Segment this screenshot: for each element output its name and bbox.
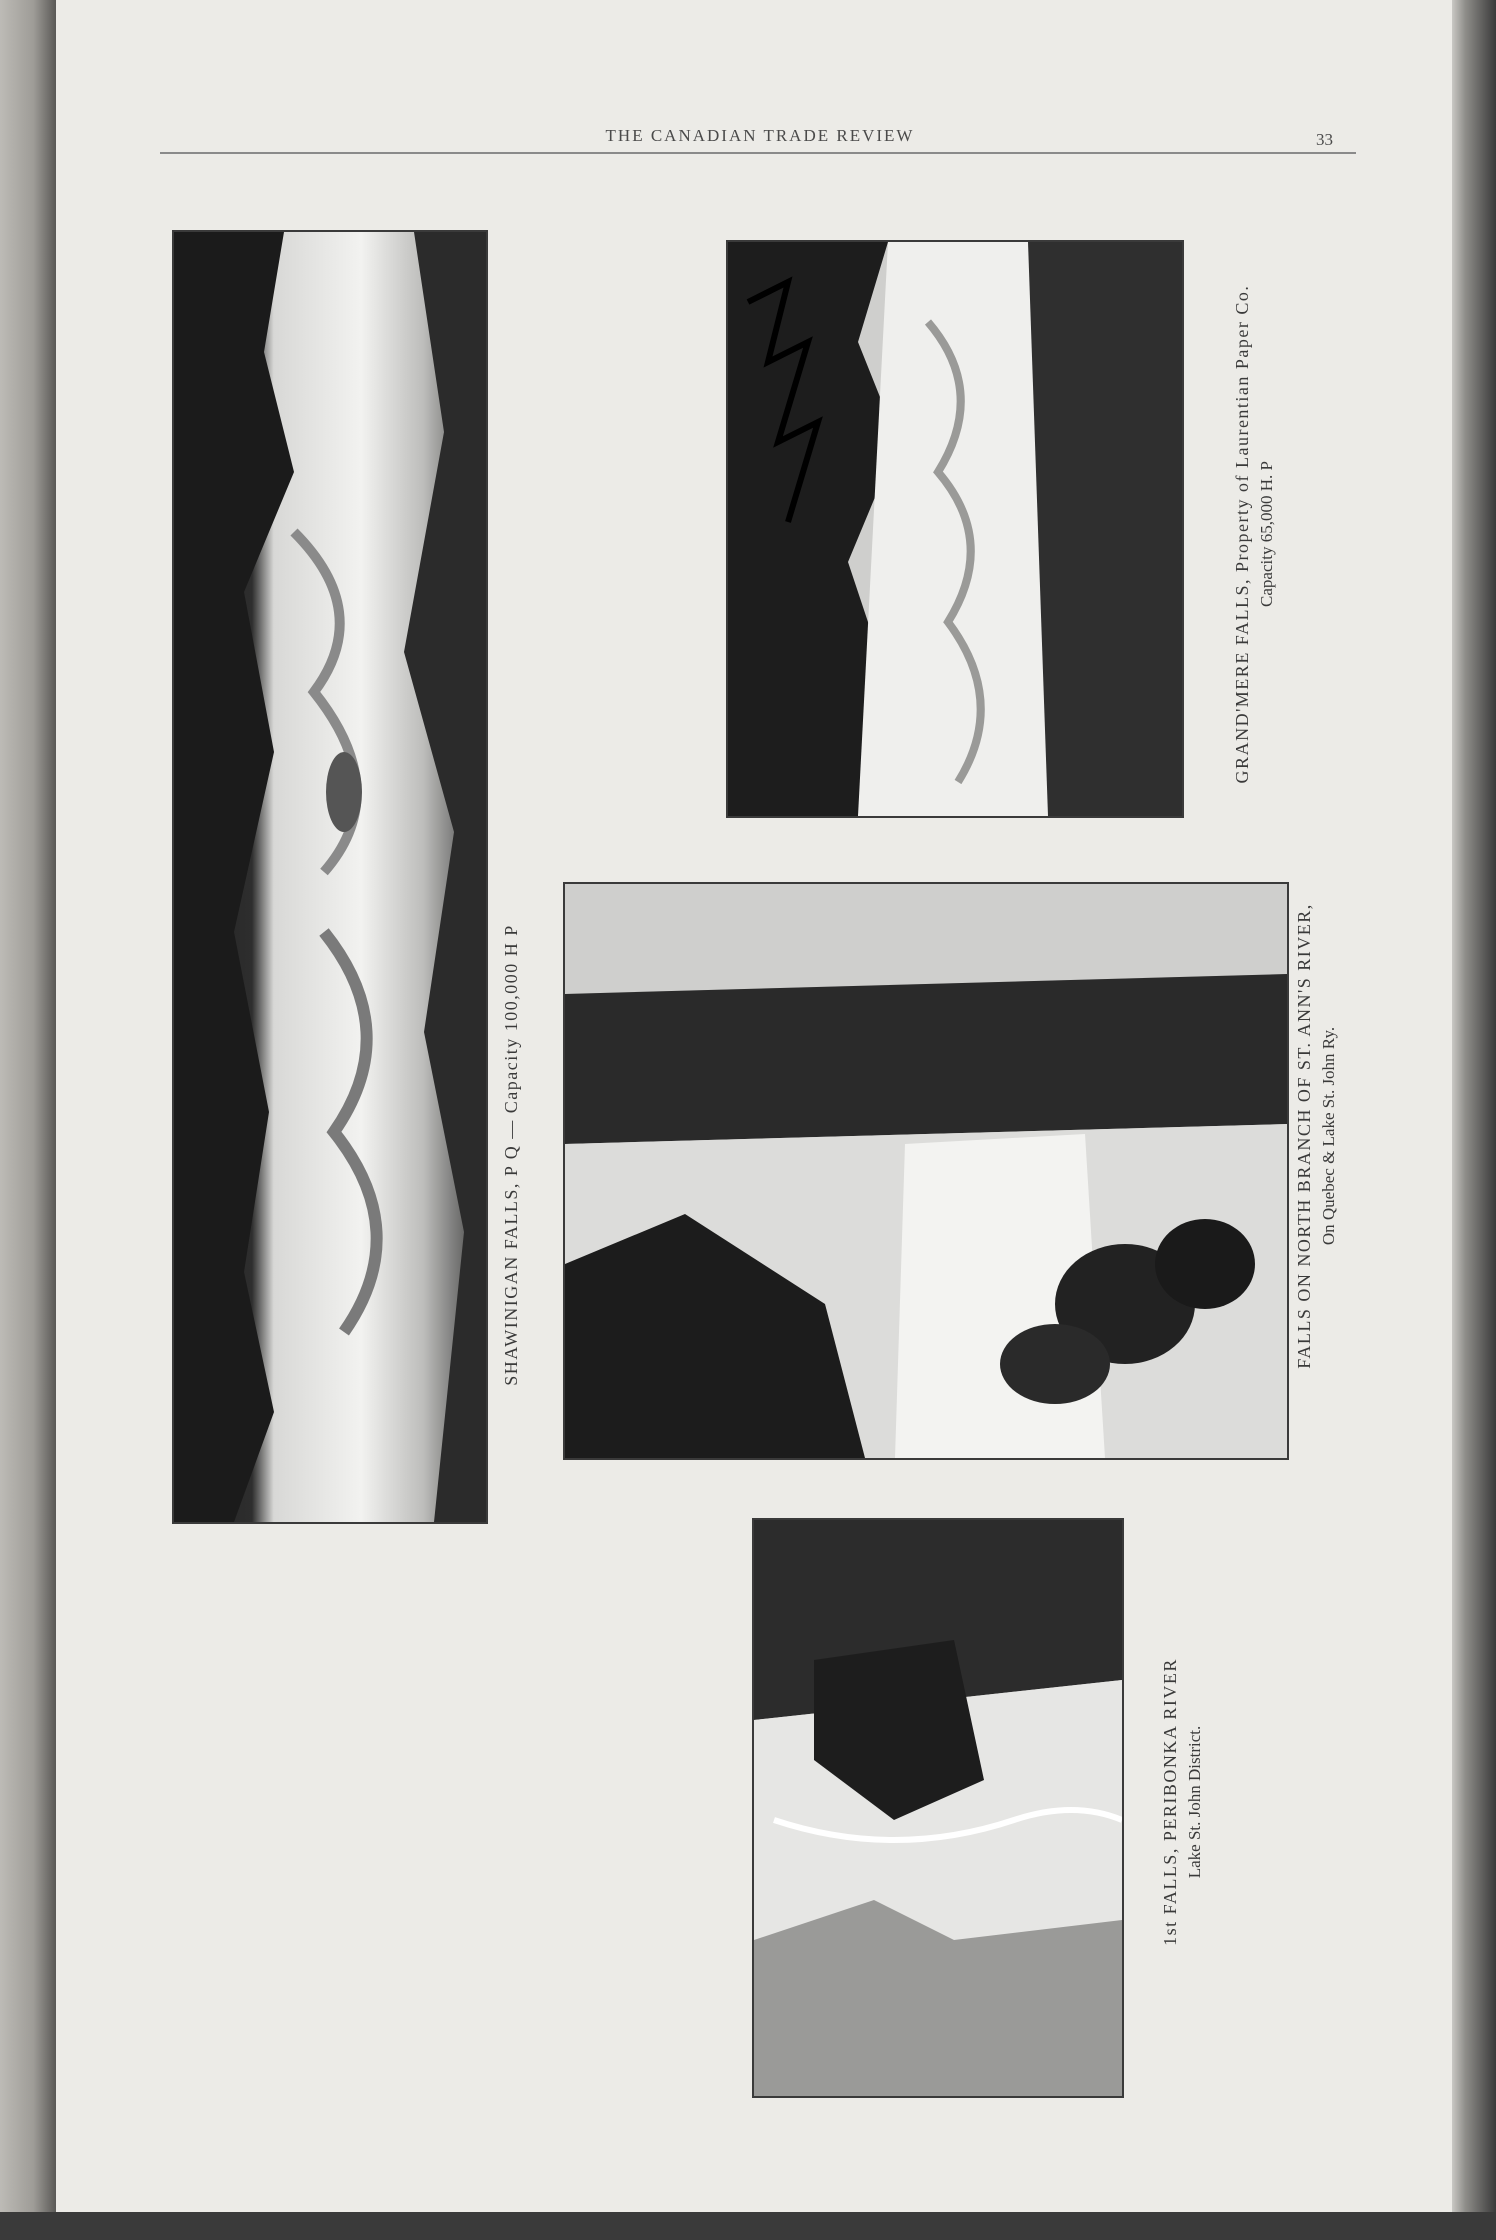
running-header-title: THE CANADIAN TRADE REVIEW: [605, 126, 915, 145]
caption-st-anns-line1: FALLS ON NORTH BRANCH OF ST. ANN'S RIVER,: [1294, 903, 1314, 1369]
photo-shawinigan-falls: [172, 230, 488, 1524]
caption-st-anns-river: [1294, 786, 1354, 1486]
photo-grandmere-falls: [726, 240, 1184, 818]
page-number: 33: [1316, 130, 1333, 149]
caption-peribonka-line1: 1st FALLS, PERIBONKA RIVER: [1160, 1658, 1180, 1946]
caption-shawinigan-falls: [501, 755, 531, 1555]
caption-grandmere-line2: Capacity 65,000 H. P: [1257, 461, 1276, 607]
caption-peribonka-river: [1160, 1542, 1220, 2062]
caption-shawinigan-line: SHAWINIGAN FALLS, P Q — Capacity 100,000 H P: [501, 924, 521, 1386]
caption-peribonka-line2: Lake St. John District.: [1185, 1725, 1204, 1879]
caption-grandmere-falls: [1232, 184, 1292, 884]
header-rule: [160, 152, 1356, 154]
caption-grandmere-line1: GRAND'MERE FALLS, Property of Laurentian Paper Co.: [1232, 284, 1252, 784]
photo-peribonka-river-falls: [752, 1518, 1124, 2098]
photo-st-anns-river-falls: [563, 882, 1289, 1460]
right-page-edge: [1452, 0, 1496, 2240]
caption-st-anns-line2: On Quebec & Lake St. John Ry.: [1319, 1026, 1338, 1246]
left-binding-edge: [0, 0, 56, 2240]
bottom-edge: [0, 2212, 1496, 2240]
